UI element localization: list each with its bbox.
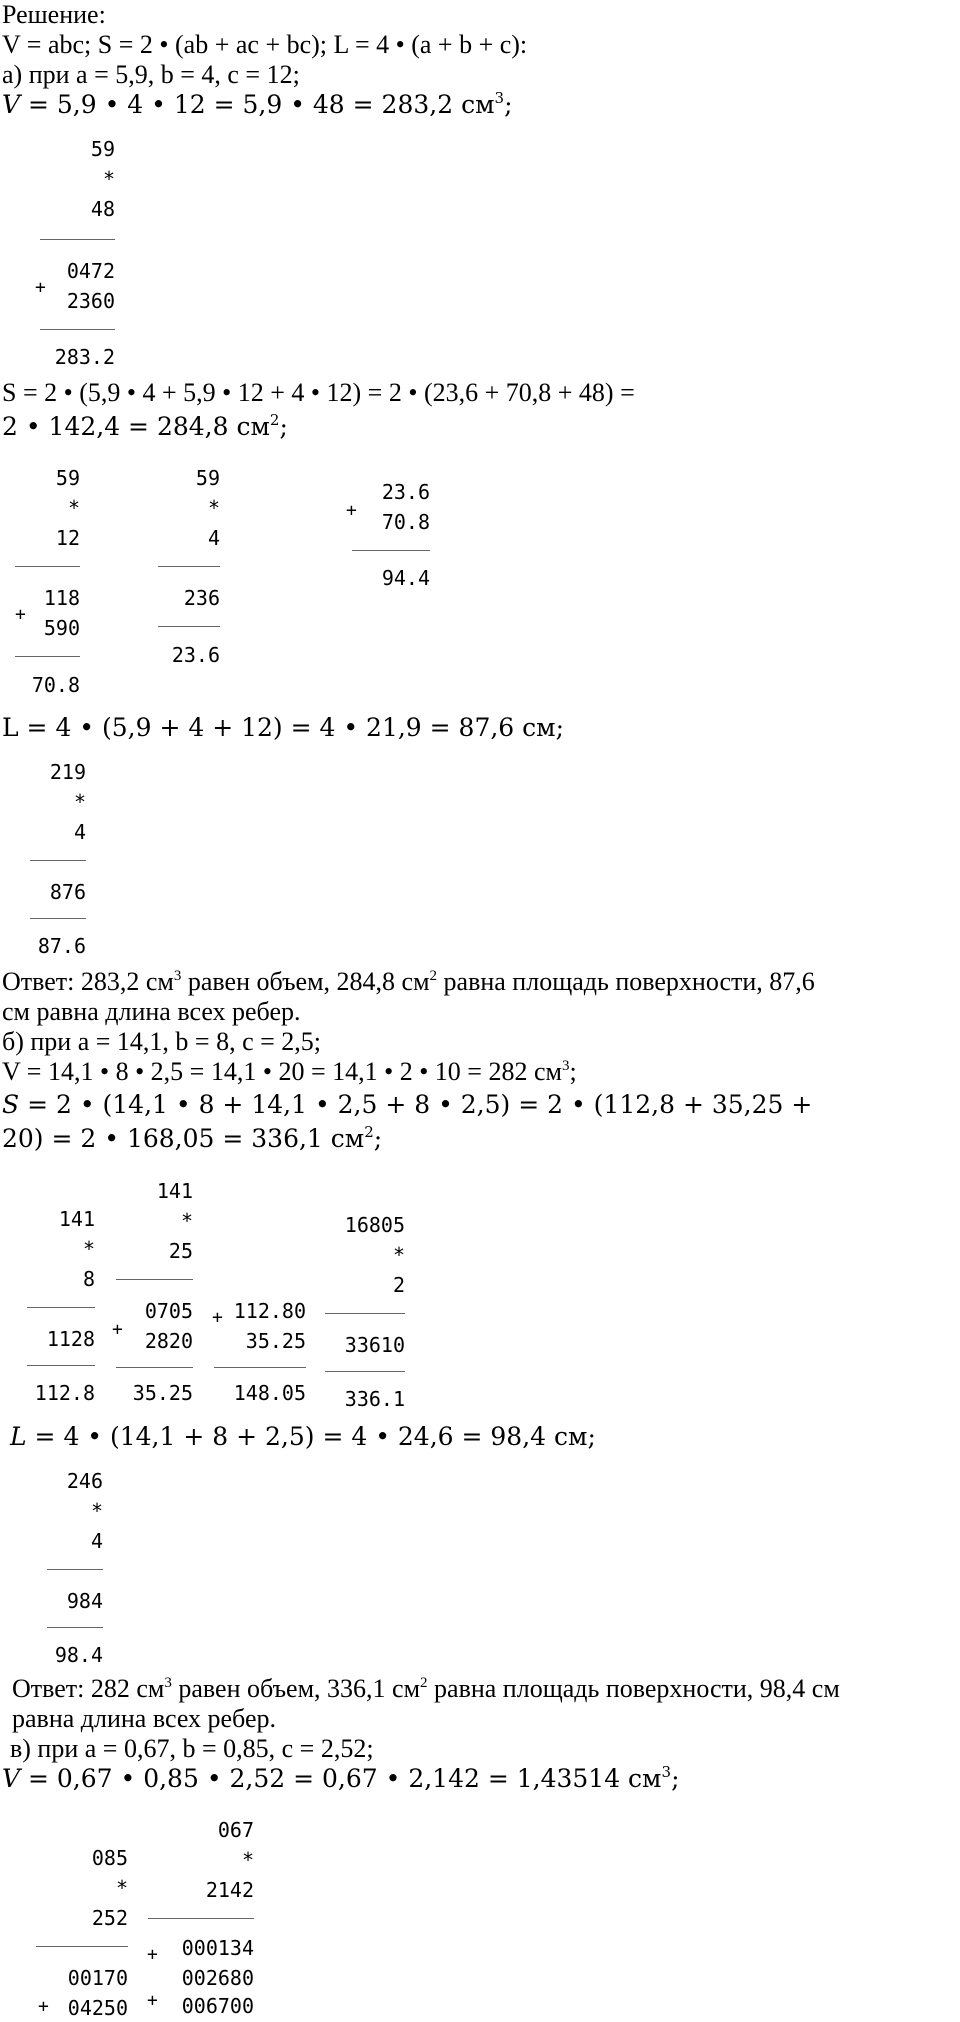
divider	[15, 566, 80, 567]
divider	[158, 626, 220, 627]
case-a-conditions: а) при a = 5,9, b = 4, c = 12;	[2, 60, 300, 89]
case-a-volume: V = 5,9 • 4 • 12 = 5,9 • 48 = 283,2 $см^3$;	[2, 89, 513, 119]
case-b-surface-line2: 20) = 2 • 168,05 = 336,1 $см^2$;	[2, 1123, 383, 1153]
case-a-edges: L = 4 • (5,9 + 4 + 12) = 4 • 21,9 = 87,6 см;	[2, 713, 565, 742]
divider	[116, 1367, 193, 1368]
column-calc-16805x2: 16805 * 2 33610 336.1	[320, 1211, 405, 1421]
answer-a-line1: Ответ: 283,2 $см^3$ равен объем, 284,8 $см^2$ равна площадь поверхности, 87,6	[2, 967, 815, 996]
case-c-conditions: в) при a = 0,67, b = 0,85, c = 2,52;	[10, 1734, 374, 1763]
column-calc-59x4: 59 * 4 236 23.6	[120, 464, 220, 674]
formulas-line: V = abc; S = 2 • (ab + ac + bc); L = 4 • (a + b + c):	[2, 30, 528, 59]
divider	[148, 1918, 254, 1919]
divider	[116, 1279, 193, 1280]
divider	[27, 1365, 95, 1366]
solution-heading: Решение:	[2, 0, 106, 29]
divider	[40, 239, 115, 240]
column-calc-067x2142: 067 * 2142 + 000134 002680 + 006700	[147, 1818, 254, 2018]
divider	[15, 656, 80, 657]
case-b-conditions: б) при a = 14,1, b = 8, c = 2,5;	[2, 1027, 322, 1056]
divider	[47, 1627, 103, 1628]
divider	[30, 918, 86, 919]
column-calc-085x252: 085 * 252 00170 + 04250	[38, 1846, 128, 2020]
divider	[325, 1371, 405, 1372]
column-calc-sum-148-05: + 112.80 35.25 148.05	[212, 1299, 306, 1405]
divider	[352, 550, 430, 551]
divider	[158, 566, 220, 567]
divider	[36, 1946, 128, 1947]
column-calc-59x48: 59 * 48 + 0472 2360 283.2	[35, 137, 115, 369]
column-calc-246x4: 246 * 4 984 98.4	[0, 1467, 103, 1677]
column-calc-141x8: 141 * 8 1128 112.8	[0, 1205, 95, 1415]
divider	[47, 1569, 103, 1570]
column-calc-141x25: 141 * 25 + 0705 2820 35.25	[112, 1179, 193, 1405]
answer-b-line2: равна длина всех ребер.	[12, 1704, 276, 1733]
column-calc-sum-94-4: + 23.6 70.8 94.4	[346, 480, 430, 590]
case-c-volume: V = 0,67 • 0,85 • 2,52 = 0,67 • 2,142 = 1,43514 $см^3$;	[2, 1763, 680, 1793]
column-calc-59x12: 59 * 12 + 118 590 70.8	[15, 466, 80, 697]
divider	[40, 329, 115, 330]
divider	[325, 1313, 405, 1314]
case-b-edges: L = 4 • (14,1 + 8 + 2,5) = 4 • 24,6 = 98,4 см;	[10, 1422, 596, 1451]
case-b-surface-line1: S = 2 • (14,1 • 8 + 14,1 • 2,5 + 8 • 2,5) = 2 • (112,8 + 35,25 +	[2, 1090, 813, 1119]
divider	[30, 860, 86, 861]
answer-a-line2: см равна длина всех ребер.	[2, 997, 301, 1026]
case-a-surface-line1: S = 2 • (5,9 • 4 + 5,9 • 12 + 4 • 12) = 2 • (23,6 + 70,8 + 48) =	[2, 378, 635, 407]
column-calc-219x4: 219 * 4 876 87.6	[0, 758, 86, 968]
divider	[27, 1307, 95, 1308]
answer-b-line1: Ответ: 282 $см^3$ равен объем, 336,1 $см^2$ равна площадь поверхности, 98,4 см	[12, 1674, 840, 1703]
divider	[214, 1367, 306, 1368]
case-a-surface-line2: 2 • 142,4 = 284,8 $см^2$;	[2, 411, 288, 441]
case-b-volume: V = 14,1 • 8 • 2,5 = 14,1 • 20 = 14,1 • 2 • 10 = 282 $см^3$;	[2, 1057, 577, 1086]
